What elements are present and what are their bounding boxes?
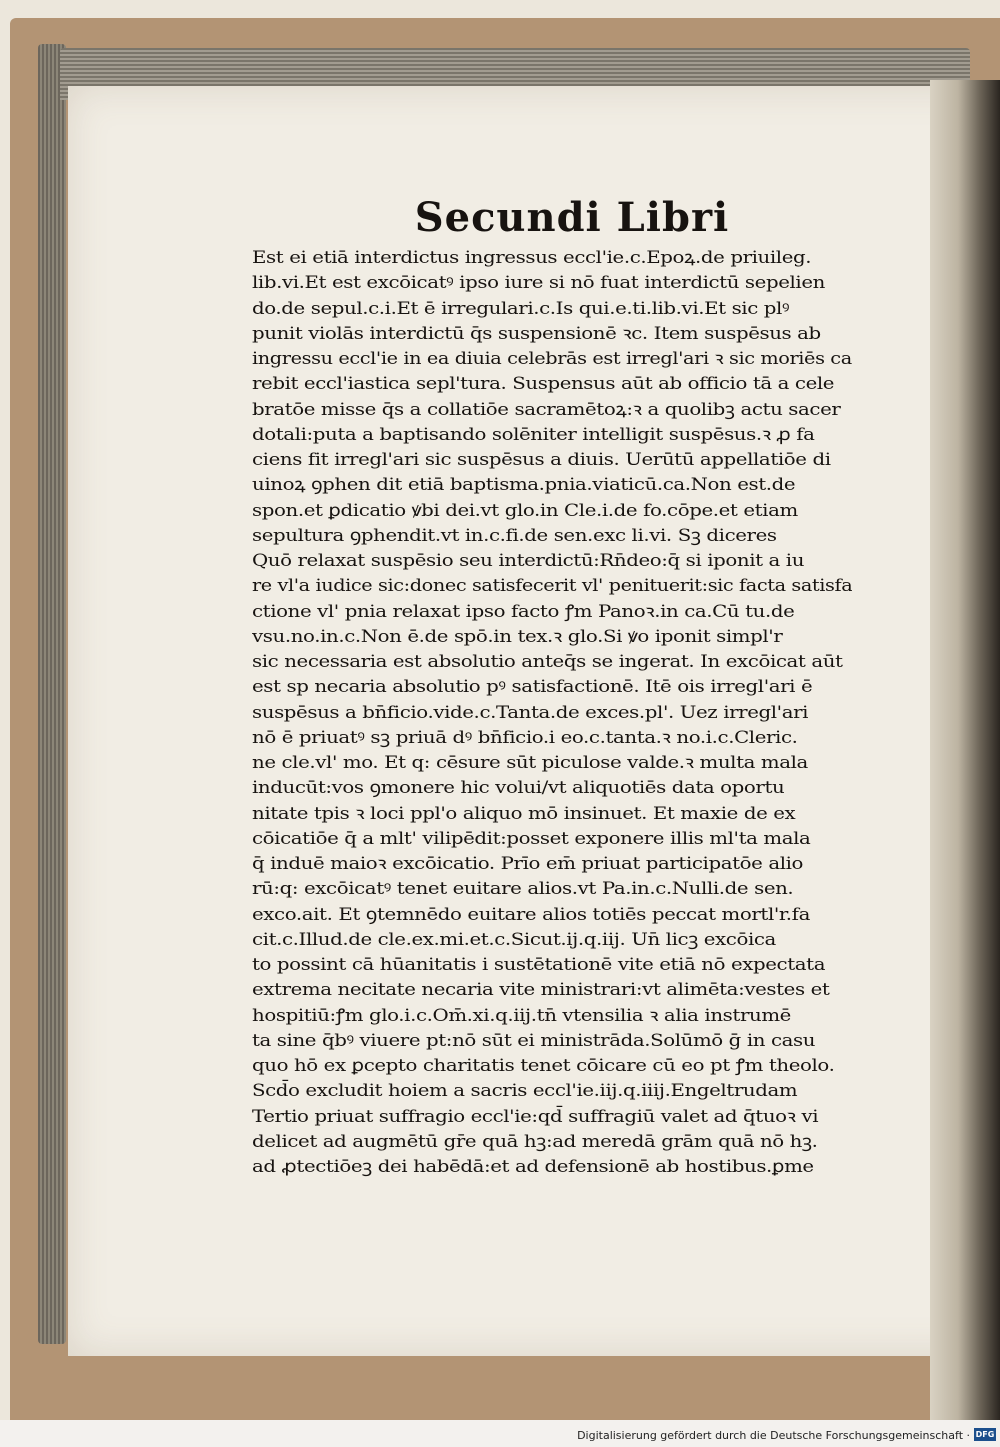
text-line: spon.et ꝑdicatio ꝟbi dei.vt glo.in Cle.i.de fo.cōpe.et etiam [252, 500, 798, 521]
text-line: exco.ait. Et ꝯtemnēdo euitare alios totiēs peccat mortl'r.fa [252, 904, 810, 925]
text-line: rū:q: excōicatꝰ tenet euitare alios.vt Pa.in.c.Nulli.de sen. [252, 879, 794, 900]
text-line: do.de sepul.c.i.Et ē irregulari.c.Is qui.e.ti.lib.vi.Et sic plꝰ [252, 298, 790, 319]
text-line: Est ei etiā interdictus ingressus eccl'ie.c.Epoꝝ.de priuileg. [252, 248, 812, 268]
text-line: delicet ad augmētū gr̄e quā hꝫ:ad meredā grām quā nō hꝫ. [252, 1131, 818, 1152]
text-line: quo hō ex ꝑcepto charitatis tenet cōicare cū eo pt ꝭm theolo. [252, 1056, 835, 1076]
text-line: dotali:puta a baptisando solēniter intelligit suspēsus.ꝛ ꝓ fa [252, 424, 815, 445]
text-line: ne cle.vl' mo. Et q: cēsure sūt piculose valde.ꝛ multa mala [252, 753, 808, 773]
text-line: nitate tpis ꝛ loci ppl'o aliquo mō insinuet. Et maxie de ex [252, 803, 796, 824]
text-line: est sp necaria absolutio pꝰ satisfactionē. Itē ois irregl'ari ē [252, 677, 813, 698]
text-line: ad ꝓtectiōeꝫ dei habēdā:et ad defensionē ab hostibus.ꝑme [252, 1157, 814, 1177]
book-gutter [930, 80, 1000, 1440]
text-line: suspēsus a bn̄ficio.vide.c.Tanta.de exces.pl'. Uez irregl'ari [252, 702, 809, 723]
page-edges-left [38, 44, 66, 1344]
text-line: bratōe misse q̄s a collatiōe sacramētoꝝ:ꝛ a quolibꝫ actu sacer [252, 399, 841, 420]
text-line: hospitiū:ꝭm glo.i.c.Om̄.xi.q.iij.tn̄ vtensilia ꝛ alia instrumē [252, 1005, 791, 1026]
text-line: ingressu eccl'ie in ea diuia celebrās est irregl'ari ꝛ sic moriēs ca [252, 349, 852, 369]
text-line: ctione vl' pnia relaxat ipso facto ꝭm Panoꝛ.in ca.Cū tu.de [252, 601, 795, 622]
text-line: ta sine q̄bꝰ viuere pt:nō sūt ei ministrāda.Solūmō ḡ in casu [252, 1030, 816, 1051]
text-line: Tertio priuat suffragio eccl'ie:qd̄ suffragiū valet ad q̄tuoꝛ vi [252, 1106, 819, 1127]
text-line: extrema necitate necaria vite ministrari:vt alimēta:vestes et [252, 980, 830, 1001]
text-line: rebit eccl'iastica sepl'tura. Suspensus aūt ab officio tā a cele [252, 374, 835, 395]
text-line: Scd̄o excludit hoiem a sacris eccl'ie.iij.q.iiij.Engeltrudam [252, 1081, 798, 1102]
text-line: inducūt:vos ꝯmonere hic volui/vt aliquotiēs data oportu [252, 778, 785, 799]
text-line: cōicatiōe q̄ a mlt' vilipēdit:posset exponere illis ml'ta mala [252, 828, 811, 849]
text-line: to possint cā hūanitatis i sustētationē vite etiā nō expectata [252, 955, 826, 975]
text-line: uinoꝝ ꝯphen dit etiā baptisma.pnia.viaticū.ca.Non est.de [252, 475, 796, 496]
text-line: sic necessaria est absolutio anteq̄s se ingerat. In excōicat aūt [252, 652, 843, 672]
text-line: vsu.no.in.c.Non ē.de spō.in tex.ꝛ glo.Si ꝟo iponit simpl'r [252, 626, 783, 647]
text-line: Quō relaxat suspēsio seu interdictū:Rn̄deo:q̄ si iponit a iu [252, 551, 805, 571]
text-line: lib.vi.Et est excōicatꝰ ipso iure si nō fuat interdictū sepelien [252, 273, 825, 294]
footer-credit: Digitalisierung gefördert durch die Deutsche Forschungsgemeinschaft · [577, 1429, 970, 1442]
body-text [252, 246, 852, 1180]
text-line: sepultura ꝯphendit.vt in.c.fi.de sen.exc li.vi. Sꝫ diceres [252, 525, 777, 546]
running-head: Secundi Libri [414, 194, 730, 241]
text-line: nō ē priuatꝰ sꝫ priuā dꝰ bn̄ficio.i eo.c.tanta.ꝛ no.i.c.Cleric. [252, 727, 798, 748]
dfg-logo: DFG [975, 1430, 995, 1439]
text-line: re vl'a iudice sic:donec satisfecerit vl' penituerit:sic facta satisfa [252, 576, 852, 597]
text-line: ciens fit irregl'ari sic suspēsus a diuis. Uerūtū appellatiōe di [252, 450, 831, 470]
text-line: cit.c.Illud.de cle.ex.mi.et.c.Sicut.ij.q.iij. Un̄ licꝫ excōica [252, 929, 776, 950]
text-line: punit violās interdictū q̄s suspensionē ꝛc. Item suspēsus ab [252, 323, 821, 344]
text-block [252, 192, 852, 1180]
text-line: q̄ induē maioꝛ excōicatio. Prīo em̄ priuat participatōe alio [252, 854, 804, 874]
